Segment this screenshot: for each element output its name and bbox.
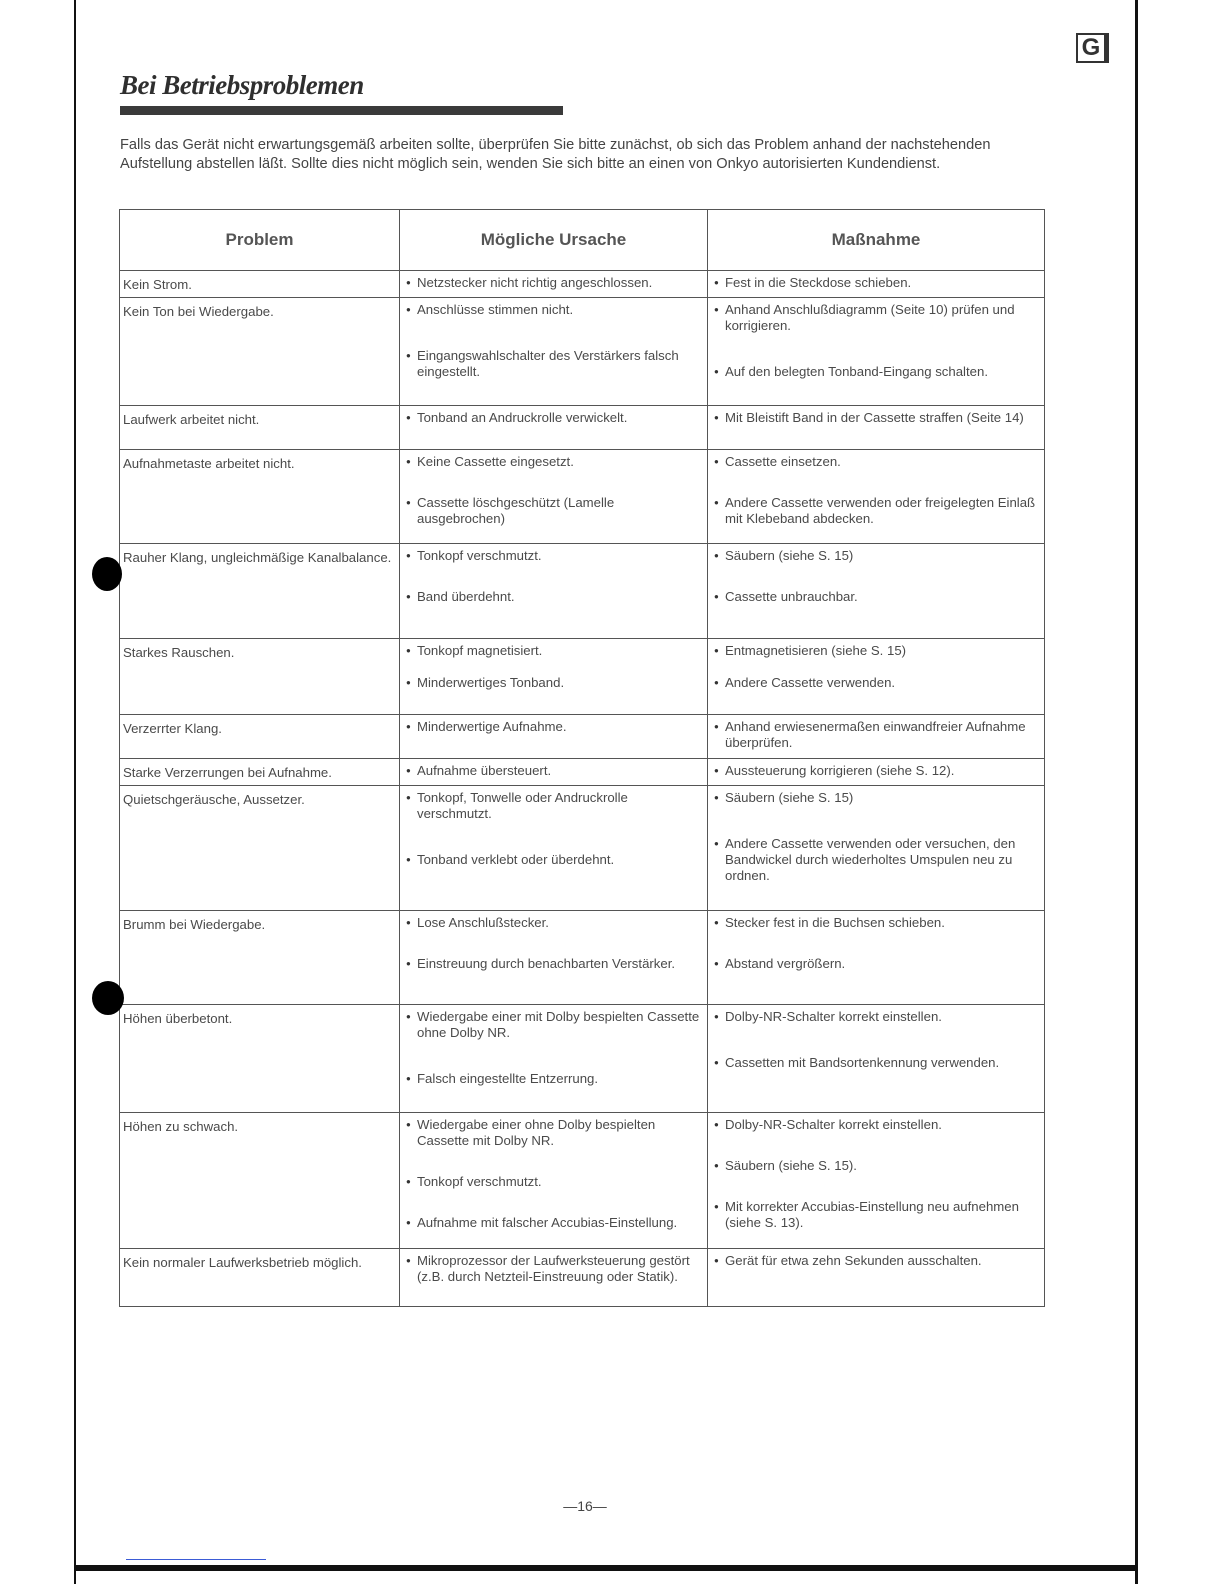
action-cell xyxy=(708,759,1045,786)
action-cell xyxy=(708,271,1045,298)
list-item: ● Cassetten mit Bandsortenkennung verwenden. xyxy=(714,1055,1040,1071)
cause-cell xyxy=(400,1249,708,1307)
list-item: ● Keine Cassette eingesetzt. xyxy=(406,454,703,470)
cause-list xyxy=(406,1009,703,1087)
list-item: ● Säubern (siehe S. 15) xyxy=(714,790,1040,806)
problem-cell: Höhen überbetont. xyxy=(120,1005,400,1113)
cause-cell xyxy=(400,298,708,406)
action-list xyxy=(714,719,1040,751)
problem-cell: Kein Ton bei Wiedergabe. xyxy=(120,298,400,406)
action-list xyxy=(714,275,1040,291)
table-row xyxy=(120,1005,1045,1113)
list-item: ● Dolby-NR-Schalter korrekt einstellen. xyxy=(714,1117,1040,1133)
list-item: ● Säubern (siehe S. 15) xyxy=(714,548,1040,564)
list-item: ● Fest in die Steckdose schieben. xyxy=(714,275,1040,291)
list-item: ● Andere Cassette verwenden. xyxy=(714,675,1040,691)
list-item: ● Dolby-NR-Schalter korrekt einstellen. xyxy=(714,1009,1040,1025)
list-item: ● Tonband verklebt oder überdehnt. xyxy=(406,852,703,868)
action-list xyxy=(714,302,1040,380)
right-page-edge xyxy=(1135,0,1138,1584)
action-list xyxy=(714,454,1040,527)
list-item: ● Gerät für etwa zehn Sekunden ausschalten. xyxy=(714,1253,1040,1269)
action-cell xyxy=(708,639,1045,715)
cause-list xyxy=(406,302,703,380)
list-item: ● Band überdehnt. xyxy=(406,589,703,605)
cause-list xyxy=(406,719,703,735)
page-number: —16— xyxy=(563,1498,607,1514)
cause-cell xyxy=(400,1005,708,1113)
problem-cell: Quietschgeräusche, Aussetzer. xyxy=(120,786,400,911)
list-item: ● Lose Anschlußstecker. xyxy=(406,915,703,931)
punch-hole xyxy=(92,557,122,591)
problem-cell: Starkes Rauschen. xyxy=(120,639,400,715)
list-item: ● Andere Cassette verwenden oder versuchen, den Bandwickel durch wiederholtes Umspulen neu zu ordnen. xyxy=(714,836,1040,884)
cause-cell xyxy=(400,715,708,759)
list-item: ● Aufnahme übersteuert. xyxy=(406,763,703,779)
table-row xyxy=(120,406,1045,450)
cause-list xyxy=(406,1253,703,1285)
action-cell xyxy=(708,544,1045,639)
action-cell xyxy=(708,786,1045,911)
list-item: ● Cassette unbrauchbar. xyxy=(714,589,1040,605)
intro-paragraph: Falls das Gerät nicht erwartungsgemäß arbeiten sollte, überprüfen Sie bitte zunächst, ob sich das Problem anhand der nachstehenden Aufstellung abstellen läßt. Sollte dies nicht möglich sein, wenden Sie sich bitte an einen von Onkyo autorisierten Kundendienst. xyxy=(120,137,991,172)
cause-cell xyxy=(400,759,708,786)
action-cell xyxy=(708,406,1045,450)
cause-cell xyxy=(400,406,708,450)
table-row xyxy=(120,715,1045,759)
list-item: ● Wiedergabe einer mit Dolby bespielten Cassette ohne Dolby NR. xyxy=(406,1009,703,1041)
table-row xyxy=(120,1249,1045,1307)
list-item: ● Abstand vergrößern. xyxy=(714,956,1040,972)
action-list xyxy=(714,915,1040,972)
problem-cell: Rauher Klang, ungleichmäßige Kanalbalance. xyxy=(120,544,400,639)
list-item: ● Tonkopf verschmutzt. xyxy=(406,548,703,564)
header-cause: Mögliche Ursache xyxy=(400,210,708,271)
action-cell xyxy=(708,1113,1045,1249)
action-list xyxy=(714,790,1040,884)
list-item: ● Mikroprozessor der Laufwerksteuerung gestört (z.B. durch Netzteil-Einstreuung oder Statik). xyxy=(406,1253,703,1285)
title-underline xyxy=(120,106,563,115)
cause-cell xyxy=(400,544,708,639)
problem-cell: Kein normaler Laufwerksbetrieb möglich. xyxy=(120,1249,400,1307)
cause-list xyxy=(406,548,703,605)
cause-list xyxy=(406,643,703,691)
problem-cell: Brumm bei Wiedergabe. xyxy=(120,911,400,1005)
cause-list xyxy=(406,275,703,291)
cause-list xyxy=(406,410,703,426)
action-cell xyxy=(708,450,1045,544)
table-row xyxy=(120,759,1045,786)
list-item: ● Tonkopf magnetisiert. xyxy=(406,643,703,659)
troubleshooting-table xyxy=(119,209,1045,1307)
cause-cell xyxy=(400,639,708,715)
list-item: ● Aufnahme mit falscher Accubias-Einstellung. xyxy=(406,1215,703,1231)
list-item: ● Aussteuerung korrigieren (siehe S. 12). xyxy=(714,763,1040,779)
problem-cell: Laufwerk arbeitet nicht. xyxy=(120,406,400,450)
cause-list xyxy=(406,915,703,972)
cause-list xyxy=(406,790,703,868)
table-row xyxy=(120,544,1045,639)
list-item: ● Wiedergabe einer ohne Dolby bespielten Cassette mit Dolby NR. xyxy=(406,1117,703,1149)
table-row xyxy=(120,1113,1045,1249)
punch-hole xyxy=(92,981,124,1015)
cause-list xyxy=(406,454,703,527)
action-list xyxy=(714,643,1040,691)
action-list xyxy=(714,410,1040,426)
list-item: ● Tonkopf, Tonwelle oder Andruckrolle verschmutzt. xyxy=(406,790,703,822)
list-item: ● Anschlüsse stimmen nicht. xyxy=(406,302,703,318)
action-cell xyxy=(708,1249,1045,1307)
problem-cell: Höhen zu schwach. xyxy=(120,1113,400,1249)
table-row xyxy=(120,450,1045,544)
list-item: ● Säubern (siehe S. 15). xyxy=(714,1158,1040,1174)
list-item: ● Minderwertige Aufnahme. xyxy=(406,719,703,735)
bottom-link-line xyxy=(126,1559,266,1560)
header-action: Maßnahme xyxy=(708,210,1045,271)
list-item: ● Falsch eingestellte Entzerrung. xyxy=(406,1071,703,1087)
list-item: ● Einstreuung durch benachbarten Verstärker. xyxy=(406,956,703,972)
cause-list xyxy=(406,1117,703,1231)
action-cell xyxy=(708,715,1045,759)
action-list xyxy=(714,1117,1040,1231)
list-item: ● Tonband an Andruckrolle verwickelt. xyxy=(406,410,703,426)
action-list xyxy=(714,548,1040,605)
cause-cell xyxy=(400,1113,708,1249)
list-item: ● Entmagnetisieren (siehe S. 15) xyxy=(714,643,1040,659)
list-item: ● Cassette löschgeschützt (Lamelle ausgebrochen) xyxy=(406,495,703,527)
action-list xyxy=(714,1009,1040,1071)
language-badge: G xyxy=(1076,33,1106,63)
action-list xyxy=(714,763,1040,779)
list-item: ● Andere Cassette verwenden oder freigelegten Einlaß mit Klebeband abdecken. xyxy=(714,495,1040,527)
list-item: ● Stecker fest in die Buchsen schieben. xyxy=(714,915,1040,931)
bottom-page-edge xyxy=(74,1565,1138,1571)
action-list xyxy=(714,1253,1040,1269)
problem-cell: Aufnahmetaste arbeitet nicht. xyxy=(120,450,400,544)
cause-cell xyxy=(400,786,708,911)
list-item: ● Mit korrekter Accubias-Einstellung neu aufnehmen (siehe S. 13). xyxy=(714,1199,1040,1231)
list-item: ● Cassette einsetzen. xyxy=(714,454,1040,470)
left-page-edge xyxy=(74,0,76,1584)
list-item: ● Tonkopf verschmutzt. xyxy=(406,1174,703,1190)
list-item: ● Eingangswahlschalter des Verstärkers falsch eingestellt. xyxy=(406,348,703,380)
table-row xyxy=(120,271,1045,298)
list-item: ● Mit Bleistift Band in der Cassette straffen (Seite 14) xyxy=(714,410,1040,426)
list-item: ● Anhand Anschlußdiagramm (Seite 10) prüfen und korrigieren. xyxy=(714,302,1040,334)
action-cell xyxy=(708,298,1045,406)
action-cell xyxy=(708,911,1045,1005)
table-row xyxy=(120,911,1045,1005)
action-cell xyxy=(708,1005,1045,1113)
cause-cell xyxy=(400,911,708,1005)
cause-cell xyxy=(400,450,708,544)
page-title: Bei Betriebsproblemen xyxy=(120,70,364,100)
table-row xyxy=(120,786,1045,911)
cause-list xyxy=(406,763,703,779)
problem-cell: Starke Verzerrungen bei Aufnahme. xyxy=(120,759,400,786)
problem-cell: Kein Strom. xyxy=(120,271,400,298)
list-item: ● Minderwertiges Tonband. xyxy=(406,675,703,691)
list-item: ● Anhand erwiesenermaßen einwandfreier Aufnahme überprüfen. xyxy=(714,719,1040,751)
list-item: ● Auf den belegten Tonband-Eingang schalten. xyxy=(714,364,1040,380)
table-row xyxy=(120,298,1045,406)
table-header-row xyxy=(120,210,1045,271)
header-problem: Problem xyxy=(120,210,400,271)
problem-cell: Verzerrter Klang. xyxy=(120,715,400,759)
list-item: ● Netzstecker nicht richtig angeschlossen. xyxy=(406,275,703,291)
cause-cell xyxy=(400,271,708,298)
table-row xyxy=(120,639,1045,715)
